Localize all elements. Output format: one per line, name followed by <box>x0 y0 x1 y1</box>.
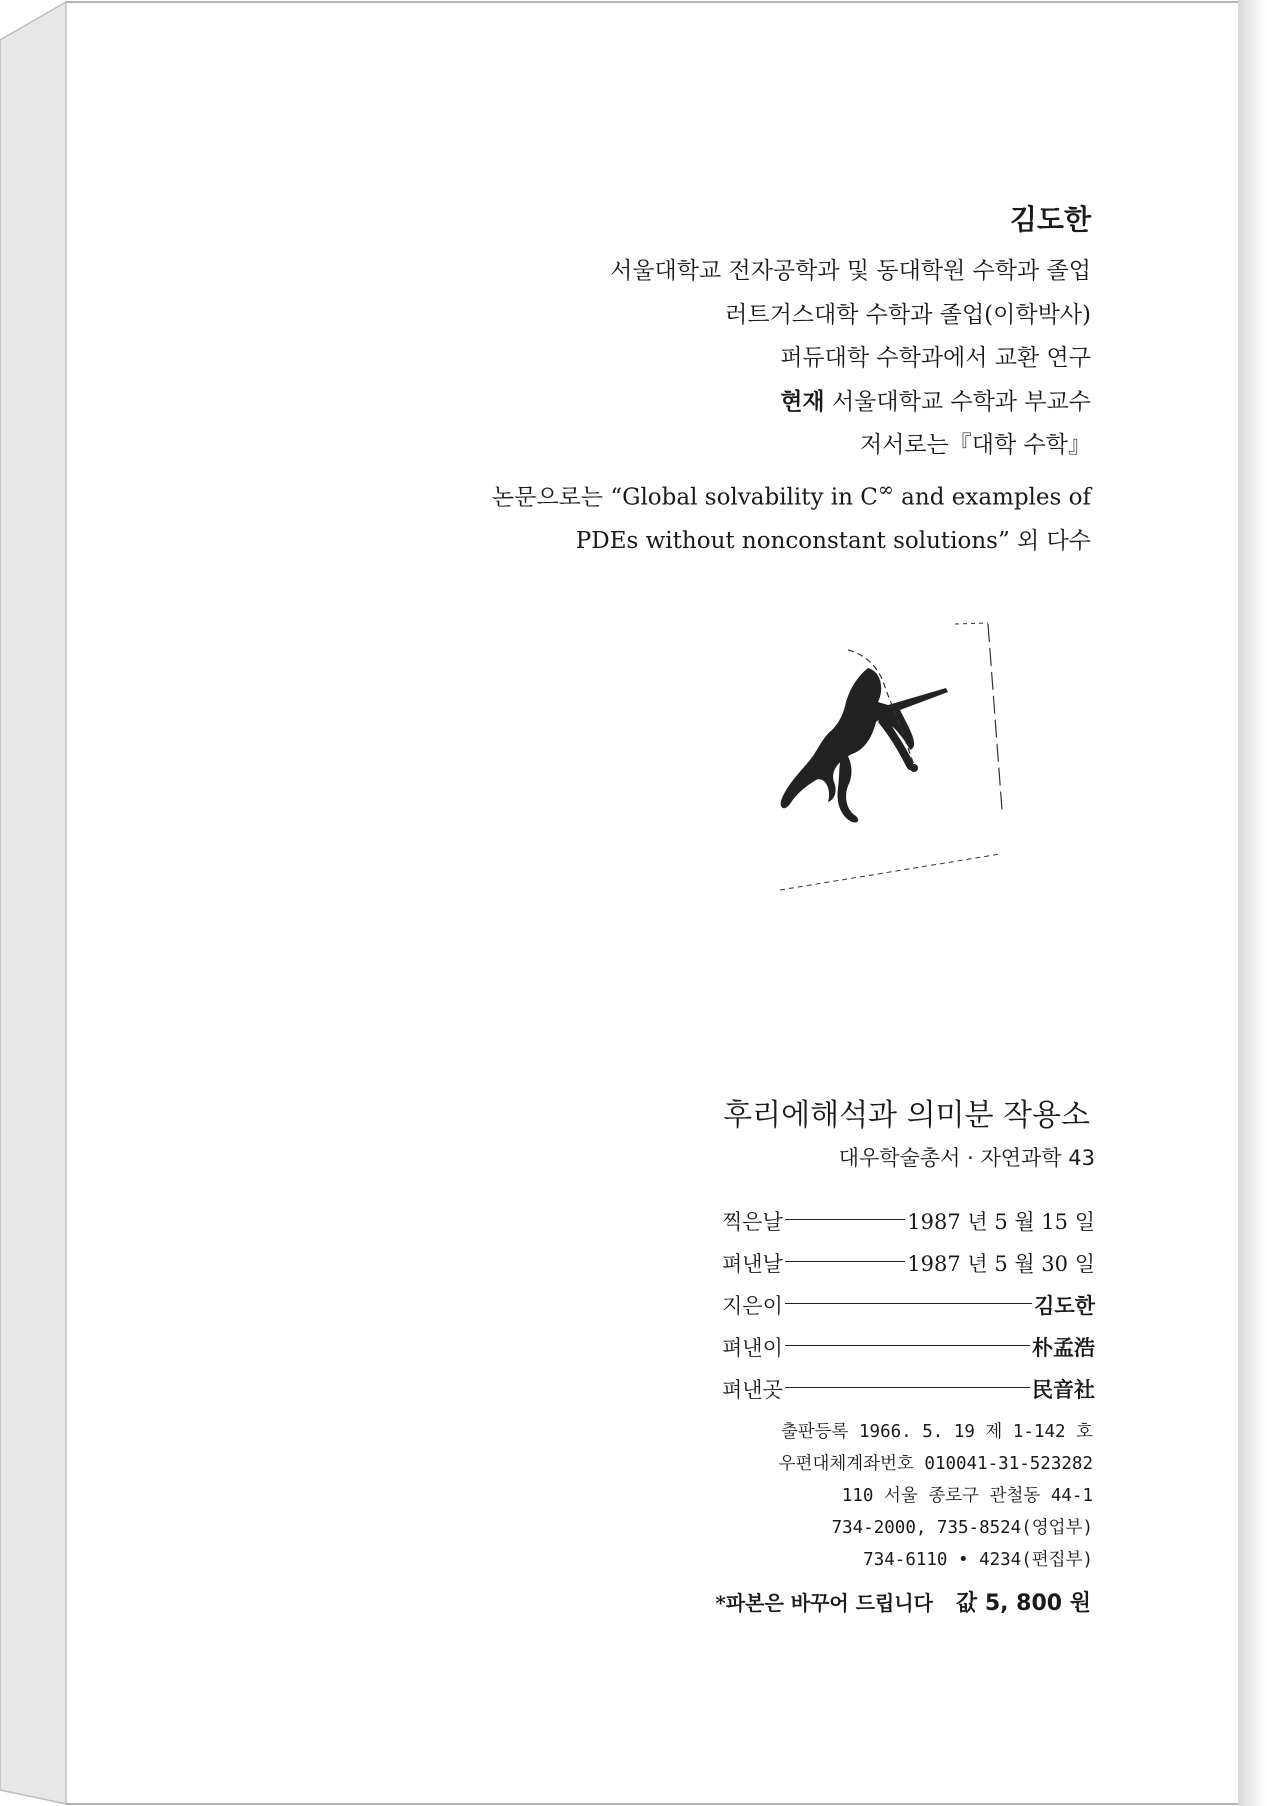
publisher-phone-editorial: 734-6110 • 4234(편집부) <box>863 1550 1093 1570</box>
colophon-row-publisher <box>722 1326 1095 1368</box>
colophon-row-print-date <box>722 1200 1095 1242</box>
colophon-row-press <box>722 1368 1095 1410</box>
publisher-registration: 출판등록 1966. 5. 19 제 1-142 호 <box>780 1422 1093 1442</box>
bio-line: 러트거스대학 수학과 졸업(이학박사) <box>725 301 1091 328</box>
colophon-leader <box>785 1345 1030 1346</box>
colophon-value: 김도한 <box>1034 1294 1095 1318</box>
papers-superscript: ∞ <box>877 477 894 501</box>
publisher-address: 110 서울 종로구 관철동 44-1 <box>841 1486 1093 1506</box>
bio-current-position <box>391 381 1091 425</box>
seal-stamp-image <box>760 610 1020 900</box>
author-bio <box>391 198 1091 563</box>
price-label: 값 5, 800 원 <box>955 1591 1091 1616</box>
colophon-leader <box>785 1387 1030 1388</box>
colophon-label: 찍은날 <box>722 1210 783 1234</box>
colophon-leader <box>785 1219 905 1220</box>
colophon-label: 펴낸날 <box>722 1252 783 1276</box>
publisher-info <box>779 1416 1093 1576</box>
bio-current-rest: 서울대학교 수학과 부교수 <box>824 388 1091 415</box>
book-series: 대우학술총서 · 자연과학 43 <box>838 1146 1095 1170</box>
colophon-value: 朴孟浩 <box>1032 1336 1095 1360</box>
colophon-row-publish-date <box>722 1242 1095 1284</box>
page-edge-shadow <box>1238 0 1267 1806</box>
book-title: 후리에해석과 의미분 작용소 <box>723 1098 1090 1133</box>
bio-papers-2: PDEs without nonconstant solutions” 외 다수 <box>575 527 1091 554</box>
publisher-postal-account: 우편대체계좌번호 010041-31-523282 <box>778 1454 1093 1474</box>
bio-current-prefix: 현재 <box>780 388 825 415</box>
bio-line: 퍼듀대학 수학과에서 교환 연구 <box>780 345 1091 371</box>
defect-note: *파본은 바꾸어 드립니다 <box>715 1591 933 1615</box>
bio-line: 서울대학교 전자공학과 및 동대학원 수학과 졸업 <box>610 258 1091 284</box>
papers-text: 논문으로는 “Global solvability in C <box>491 484 878 511</box>
bio-books: 저서로는『대학 수학』 <box>859 432 1091 458</box>
bio-papers-1 <box>391 468 1091 520</box>
price-line <box>715 1586 1091 1617</box>
colophon-value: 1987 년 5 월 30 일 <box>907 1252 1095 1276</box>
publisher-phone-sales: 734-2000, 735-8524(영업부) <box>831 1518 1093 1538</box>
colophon-label: 펴낸곳 <box>722 1378 783 1402</box>
colophon-label: 펴낸이 <box>722 1336 783 1360</box>
colophon-label: 지은이 <box>722 1294 783 1318</box>
colophon <box>722 1200 1095 1410</box>
colophon-row-author <box>722 1284 1095 1326</box>
colophon-leader <box>785 1303 1032 1304</box>
colophon-value: 1987 년 5 월 15 일 <box>907 1210 1095 1234</box>
papers-text-end: and examples of <box>893 484 1091 511</box>
colophon-value: 民音社 <box>1032 1378 1095 1402</box>
author-name: 김도한 <box>1009 203 1091 236</box>
colophon-leader <box>785 1261 905 1262</box>
